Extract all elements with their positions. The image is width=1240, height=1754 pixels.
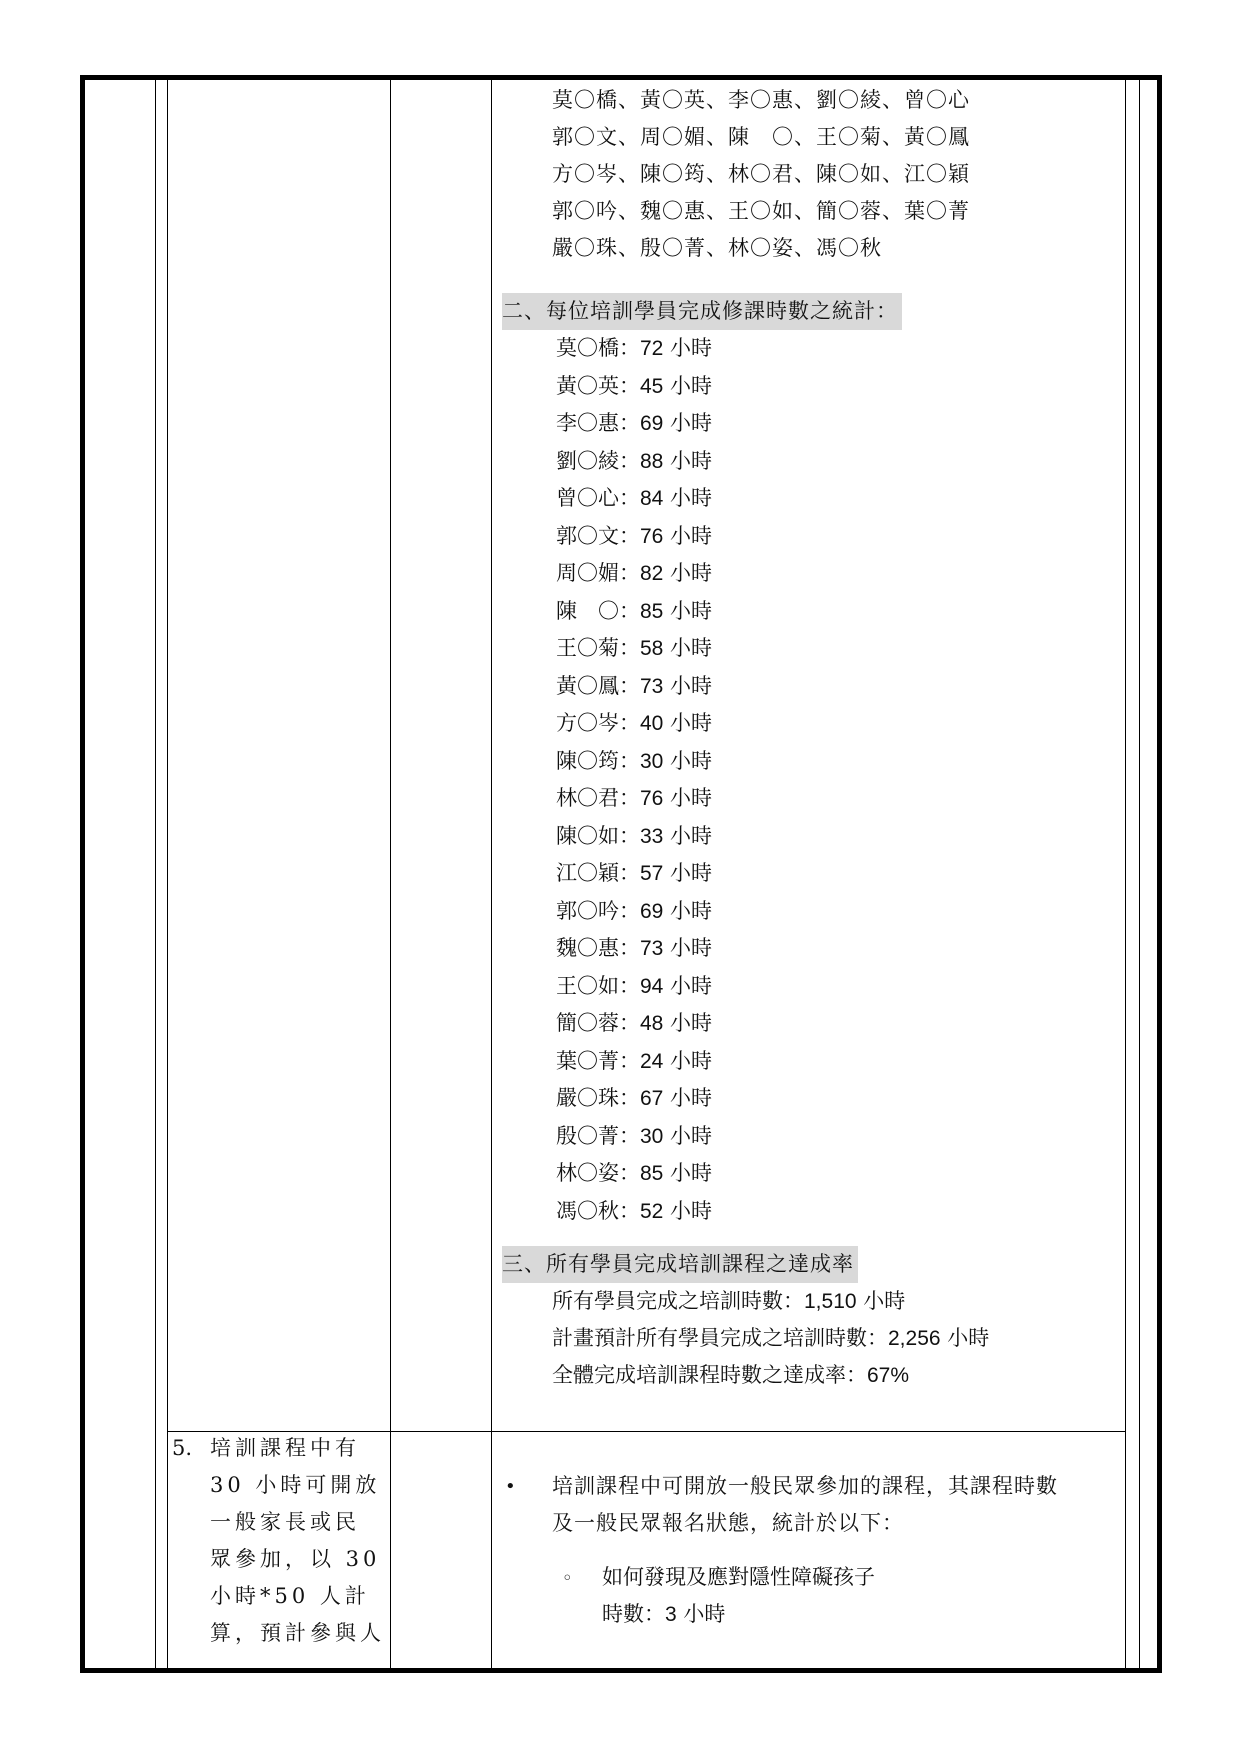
colon-separator: ： <box>619 1123 640 1148</box>
student-name: 殷〇菁 <box>556 1123 619 1148</box>
student-name: 王〇如 <box>556 973 619 998</box>
student-hours: 88 <box>640 449 664 473</box>
hours-unit: 小時 <box>670 336 713 360</box>
column-divider <box>1139 80 1140 1668</box>
student-hours: 30 <box>640 1124 664 1148</box>
hours-unit: 小時 <box>670 748 713 773</box>
student-hours: 30 <box>640 749 664 773</box>
colon-separator: ： <box>619 598 640 623</box>
colon-separator: ： <box>619 1198 640 1223</box>
student-name: 郭〇吟 <box>556 898 619 923</box>
hours-row <box>556 893 712 931</box>
hours-row <box>556 443 712 481</box>
student-name: 黃〇鳳 <box>556 673 619 698</box>
colon-separator: ： <box>619 448 640 473</box>
participants-line: 方〇岑、陳〇筠、林〇君、陳〇如、江〇穎 <box>552 162 970 186</box>
colon-separator: ： <box>619 636 640 660</box>
colon-separator: ： <box>619 898 640 923</box>
student-hours: 52 <box>640 1199 664 1223</box>
student-hours: 48 <box>640 1012 664 1035</box>
column-divider <box>1125 80 1126 1668</box>
item-5-description <box>210 1430 435 1652</box>
student-name: 簡〇蓉 <box>556 1011 619 1035</box>
item-5-line: 小時*50 人計 <box>210 1584 370 1608</box>
hours-row <box>556 968 712 1006</box>
colon-separator: ： <box>619 373 640 398</box>
colon-separator: ： <box>619 1086 640 1110</box>
item-5-line: 眾參加，以 30 <box>210 1547 381 1571</box>
student-name: 魏〇惠 <box>556 936 619 960</box>
student-name: 馮〇秋 <box>556 1198 619 1223</box>
course-title: 如何發現及應對隱性障礙孩子 <box>602 1565 875 1589</box>
planned-hours-unit: 小時 <box>940 1326 990 1350</box>
planned-hours-value: 2,256 <box>888 1327 941 1350</box>
student-name: 王〇菊 <box>556 636 619 660</box>
student-hours: 73 <box>640 674 664 698</box>
item-5-line: 一般家長或民 <box>210 1510 360 1534</box>
colon-separator: ： <box>619 336 640 360</box>
course-hours-label: 時數： <box>602 1602 665 1626</box>
total-hours-unit: 小時 <box>856 1289 906 1313</box>
planned-hours-label: 計畫預計所有學員完成之培訓時數： <box>552 1326 888 1350</box>
student-hours: 94 <box>640 974 664 998</box>
column-divider <box>155 80 156 1668</box>
hours-row <box>556 705 712 743</box>
student-hours: 76 <box>640 524 664 548</box>
course-hours-value: 3 <box>665 1603 677 1626</box>
item-5-number: 5. <box>172 1436 193 1460</box>
colon-separator: ： <box>619 711 640 735</box>
course-hours-unit: 小時 <box>676 1602 726 1626</box>
hours-unit: 小時 <box>670 936 713 960</box>
column-divider <box>491 80 492 1668</box>
item-5-line: 培訓課程中有 <box>210 1436 360 1460</box>
hours-unit: 小時 <box>670 523 713 548</box>
hours-unit: 小時 <box>670 786 713 810</box>
course-hours <box>602 1596 875 1633</box>
hours-unit: 小時 <box>670 711 713 735</box>
hours-row <box>556 930 712 968</box>
hours-unit: 小時 <box>670 861 713 885</box>
student-hours: 82 <box>640 562 664 585</box>
hours-unit: 小時 <box>670 411 713 435</box>
student-name: 嚴〇珠 <box>556 1086 619 1110</box>
hours-unit: 小時 <box>670 823 713 848</box>
total-hours-line <box>552 1283 989 1320</box>
colon-separator: ： <box>619 1011 640 1035</box>
hours-row <box>556 330 712 368</box>
student-hours: 45 <box>640 374 664 398</box>
achievement-rate-line <box>552 1357 989 1394</box>
hours-row <box>556 818 712 856</box>
colon-separator: ： <box>619 523 640 548</box>
student-hours: 72 <box>640 337 664 360</box>
hours-row <box>556 555 712 593</box>
hours-unit: 小時 <box>670 448 713 473</box>
hours-unit: 小時 <box>670 561 713 585</box>
hours-row <box>556 668 712 706</box>
total-hours-value: 1,510 <box>804 1290 857 1313</box>
hours-unit: 小時 <box>670 1123 713 1148</box>
student-name: 莫〇橋 <box>556 336 619 360</box>
column-divider <box>167 80 168 1668</box>
student-hours: 58 <box>640 637 664 660</box>
hours-row <box>556 1193 712 1231</box>
student-hours: 76 <box>640 787 664 810</box>
achievement-summary <box>552 1283 989 1394</box>
student-hours: 33 <box>640 824 664 848</box>
achievement-rate-value: 67% <box>867 1364 910 1387</box>
student-hours: 85 <box>640 1162 664 1185</box>
section-2-heading: 二、每位培訓學員完成修課時數之統計： <box>502 293 902 330</box>
hours-row <box>556 1155 712 1193</box>
hours-row <box>556 1118 712 1156</box>
section-3-heading: 三、所有學員完成培訓課程之達成率 <box>502 1246 858 1283</box>
participants-list <box>552 82 970 267</box>
student-name: 曾〇心 <box>556 486 619 510</box>
student-name: 周〇媚 <box>556 561 619 585</box>
hours-row <box>556 480 712 518</box>
item-5-line: 算，預計參與人 <box>210 1621 385 1645</box>
item-5-paragraph <box>552 1468 1058 1542</box>
paragraph-line: 及一般民眾報名狀態，統計於以下： <box>552 1511 904 1535</box>
colon-separator: ： <box>619 673 640 698</box>
planned-hours-line <box>552 1320 989 1357</box>
hours-row <box>556 780 712 818</box>
student-hours: 84 <box>640 487 664 510</box>
hours-unit: 小時 <box>670 636 713 660</box>
hours-row <box>556 1005 712 1043</box>
colon-separator: ： <box>619 973 640 998</box>
student-name: 黃〇英 <box>556 373 619 398</box>
student-name: 劉〇綾 <box>556 448 619 473</box>
hours-row <box>556 743 712 781</box>
colon-separator: ： <box>619 486 640 510</box>
student-hours: 85 <box>640 599 664 623</box>
student-name: 林〇君 <box>556 786 619 810</box>
bullet-icon: • <box>505 1476 516 1497</box>
student-name: 陳 〇 <box>556 598 619 623</box>
hours-unit: 小時 <box>670 898 713 923</box>
sub-bullet-icon: ◦ <box>562 1568 573 1589</box>
hours-row <box>556 518 712 556</box>
student-hours: 67 <box>640 1087 664 1110</box>
paragraph-line: 培訓課程中可開放一般民眾參加的課程，其課程時數 <box>552 1474 1058 1498</box>
participants-line: 郭〇文、周〇媚、陳 〇、王〇菊、黃〇鳳 <box>552 125 970 149</box>
hours-unit: 小時 <box>670 486 713 510</box>
student-name: 葉〇菁 <box>556 1048 619 1073</box>
hours-row <box>556 593 712 631</box>
student-name: 陳〇筠 <box>556 748 619 773</box>
student-hours: 69 <box>640 412 664 435</box>
participants-line: 郭〇吟、魏〇惠、王〇如、簡〇蓉、葉〇菁 <box>552 199 970 223</box>
hours-row <box>556 630 712 668</box>
hours-row <box>556 405 712 443</box>
section-3 <box>502 1246 858 1283</box>
colon-separator: ： <box>619 936 640 960</box>
hours-unit: 小時 <box>670 1086 713 1110</box>
student-name: 郭〇文 <box>556 523 619 548</box>
colon-separator: ： <box>619 861 640 885</box>
colon-separator: ： <box>619 1161 640 1185</box>
hours-unit: 小時 <box>670 1048 713 1073</box>
student-hours: 69 <box>640 899 664 923</box>
hours-list <box>556 330 712 1230</box>
hours-unit: 小時 <box>670 673 713 698</box>
participants-line: 莫〇橋、黃〇英、李〇惠、劉〇綾、曾〇心 <box>552 88 970 112</box>
colon-separator: ： <box>619 561 640 585</box>
student-name: 江〇穎 <box>556 861 619 885</box>
hours-row <box>556 368 712 406</box>
hours-row <box>556 1043 712 1081</box>
hours-unit: 小時 <box>670 1198 713 1223</box>
student-name: 李〇惠 <box>556 411 619 435</box>
hours-unit: 小時 <box>670 1161 713 1185</box>
item-5-line: 30 小時可開放 <box>210 1473 381 1497</box>
colon-separator: ： <box>619 1048 640 1073</box>
hours-unit: 小時 <box>670 598 713 623</box>
student-name: 陳〇如 <box>556 823 619 848</box>
student-name: 林〇姿 <box>556 1161 619 1185</box>
student-hours: 40 <box>640 712 664 735</box>
section-2 <box>502 293 902 330</box>
colon-separator: ： <box>619 786 640 810</box>
student-hours: 57 <box>640 862 664 885</box>
student-hours: 24 <box>640 1049 664 1073</box>
hours-unit: 小時 <box>670 373 713 398</box>
course-item <box>602 1559 875 1633</box>
hours-row <box>556 855 712 893</box>
student-name: 方〇岑 <box>556 711 619 735</box>
participants-line: 嚴〇珠、殷〇菁、林〇姿、馮〇秋 <box>552 236 882 260</box>
hours-row <box>556 1080 712 1118</box>
colon-separator: ： <box>619 823 640 848</box>
total-hours-label: 所有學員完成之培訓時數： <box>552 1289 804 1313</box>
hours-unit: 小時 <box>670 973 713 998</box>
hours-unit: 小時 <box>670 1011 713 1035</box>
colon-separator: ： <box>619 748 640 773</box>
student-hours: 73 <box>640 937 664 960</box>
achievement-rate-label: 全體完成培訓課程時數之達成率： <box>552 1363 867 1387</box>
colon-separator: ： <box>619 411 640 435</box>
